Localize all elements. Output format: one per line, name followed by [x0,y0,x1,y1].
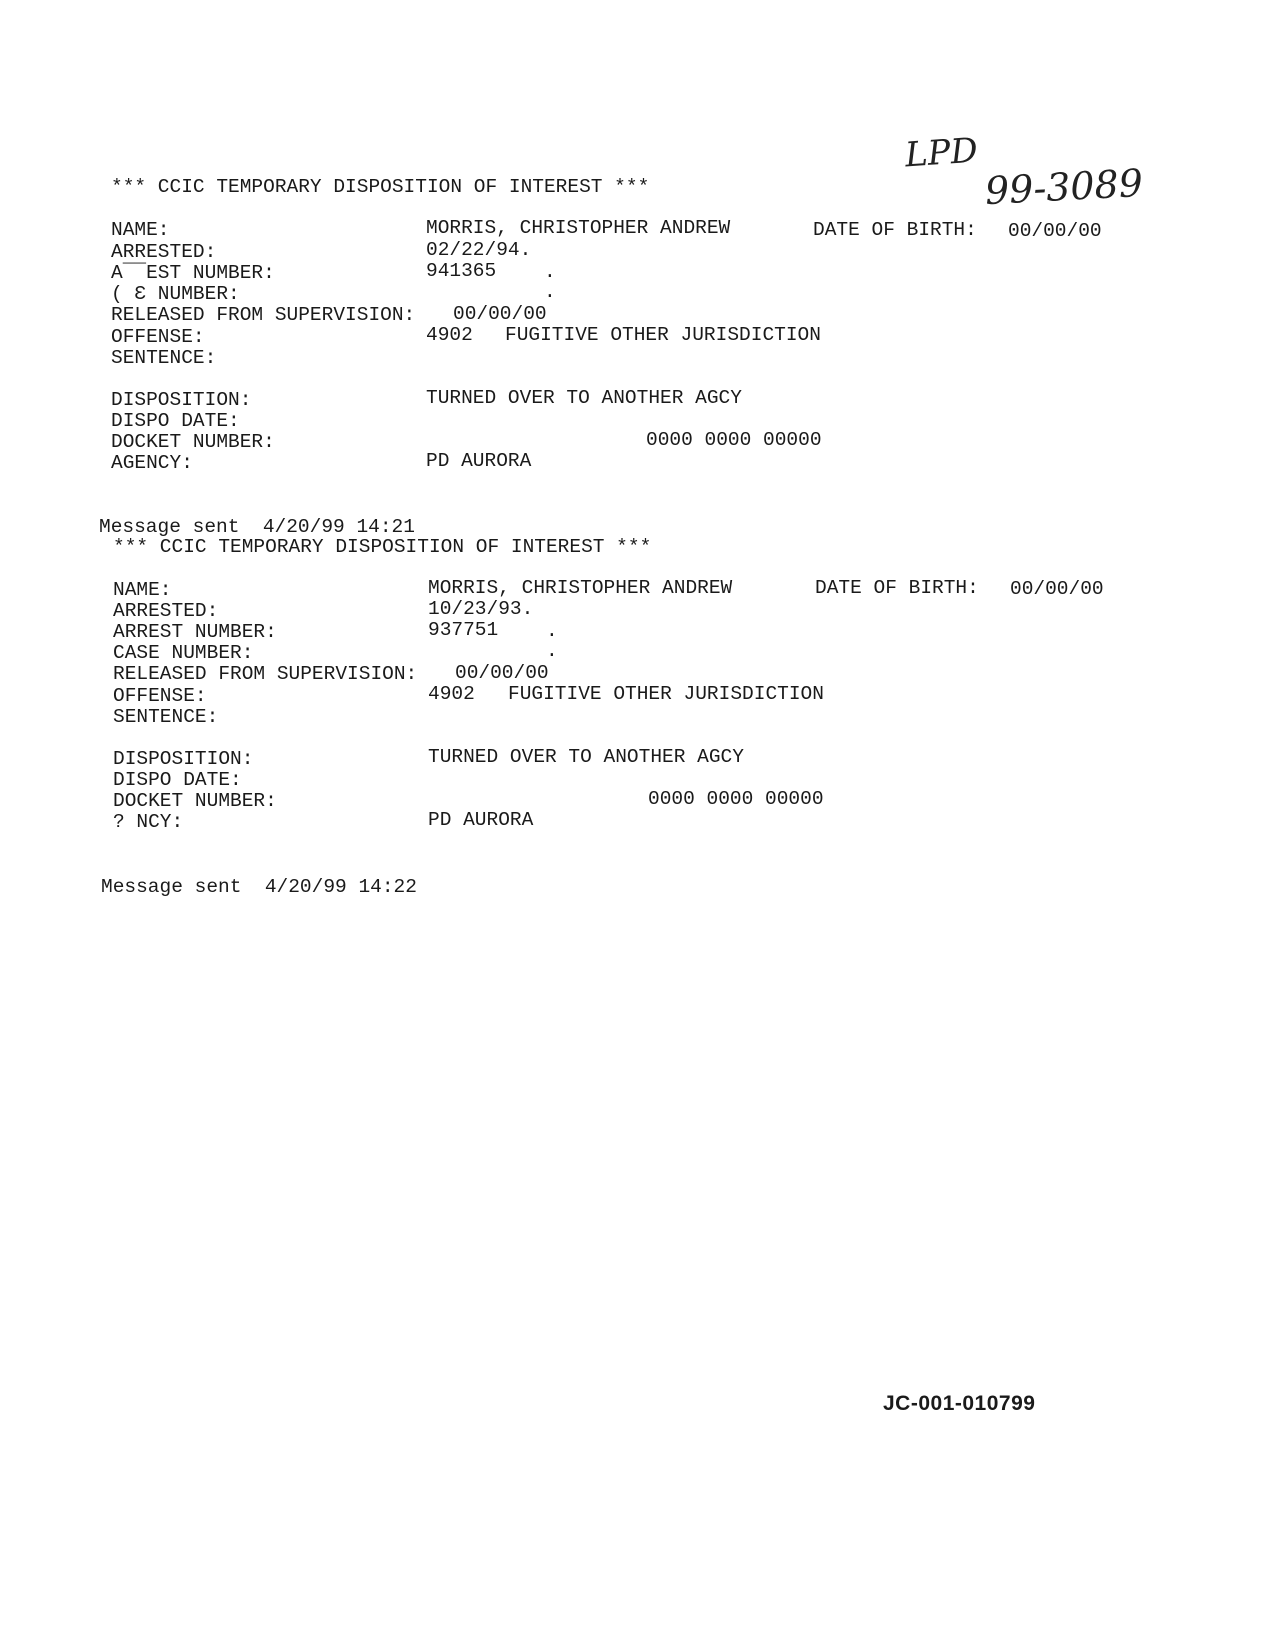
name-label: NAME: [113,579,172,601]
arrest-number-label: A¯¯EST NUMBER: [111,262,275,284]
released-label: RELEASED FROM SUPERVISION: [111,304,416,326]
docket-label: DOCKET NUMBER: [111,431,275,453]
record-header: *** CCIC TEMPORARY DISPOSITION OF INTEREST *** [113,536,652,558]
case-number-mark: . [546,640,558,662]
released-value: 00/00/00 [455,662,549,684]
sentence-label: SENTENCE: [113,706,219,728]
arrested-label: ARRESTED: [111,241,217,263]
name-value: MORRIS, CHRISTOPHER ANDREW [428,577,733,599]
docket-value: 0000 0000 00000 [648,788,824,810]
dob-value: 00/00/00 [1010,578,1104,600]
agency-value: PD AURORA [428,809,534,831]
agency-value: PD AURORA [426,450,532,472]
case-number-label: CASE NUMBER: [113,642,254,664]
disposition-value: TURNED OVER TO ANOTHER AGCY [428,746,744,768]
offense-code: 4902 [426,324,473,346]
arrest-number-value: 941365 [426,260,497,282]
agency-label: AGENCY: [111,452,193,474]
bates-number: JC-001-010799 [883,1392,1036,1415]
sentence-label: SENTENCE: [111,347,217,369]
arrest-number-value: 937751 [428,619,499,641]
arrested-label: ARRESTED: [113,600,219,622]
offense-label: OFFENSE: [113,685,207,707]
name-value: MORRIS, CHRISTOPHER ANDREW [426,217,731,239]
docket-label: DOCKET NUMBER: [113,790,277,812]
disposition-label: DISPOSITION: [111,389,252,411]
dob-label: DATE OF BIRTH: [815,577,979,599]
released-label: RELEASED FROM SUPERVISION: [113,663,418,685]
dispo-date-label: DISPO DATE: [111,410,240,432]
record-header: *** CCIC TEMPORARY DISPOSITION OF INTEREST *** [111,176,650,198]
arrest-number-mark: . [544,261,556,283]
case-number-mark: . [544,281,556,303]
offense-label: OFFENSE: [111,326,205,348]
offense-desc: FUGITIVE OTHER JURISDICTION [505,324,821,346]
offense-desc: FUGITIVE OTHER JURISDICTION [508,683,824,705]
message-sent: Message sent 4/20/99 14:21 [99,516,415,538]
message-sent: Message sent 4/20/99 14:22 [101,876,417,898]
agency-label: ? NCY: [113,811,184,833]
disposition-label: DISPOSITION: [113,748,254,770]
dob-value: 00/00/00 [1008,220,1102,242]
docket-value: 0000 0000 00000 [646,429,822,451]
handwritten-lpd: LPD [903,130,980,176]
offense-code: 4902 [428,683,475,705]
case-number-label: ( Ɛ NUMBER: [111,283,240,305]
arrest-number-label: ARREST NUMBER: [113,621,277,643]
arrested-value: 10/23/93. [428,598,534,620]
arrested-value: 02/22/94. [426,239,532,261]
handwritten-case-number: 99-3089 [983,160,1144,214]
dob-label: DATE OF BIRTH: [813,219,977,241]
name-label: NAME: [111,219,170,241]
arrest-number-mark: . [546,620,558,642]
dispo-date-label: DISPO DATE: [113,769,242,791]
disposition-value: TURNED OVER TO ANOTHER AGCY [426,387,742,409]
released-value: 00/00/00 [453,303,547,325]
